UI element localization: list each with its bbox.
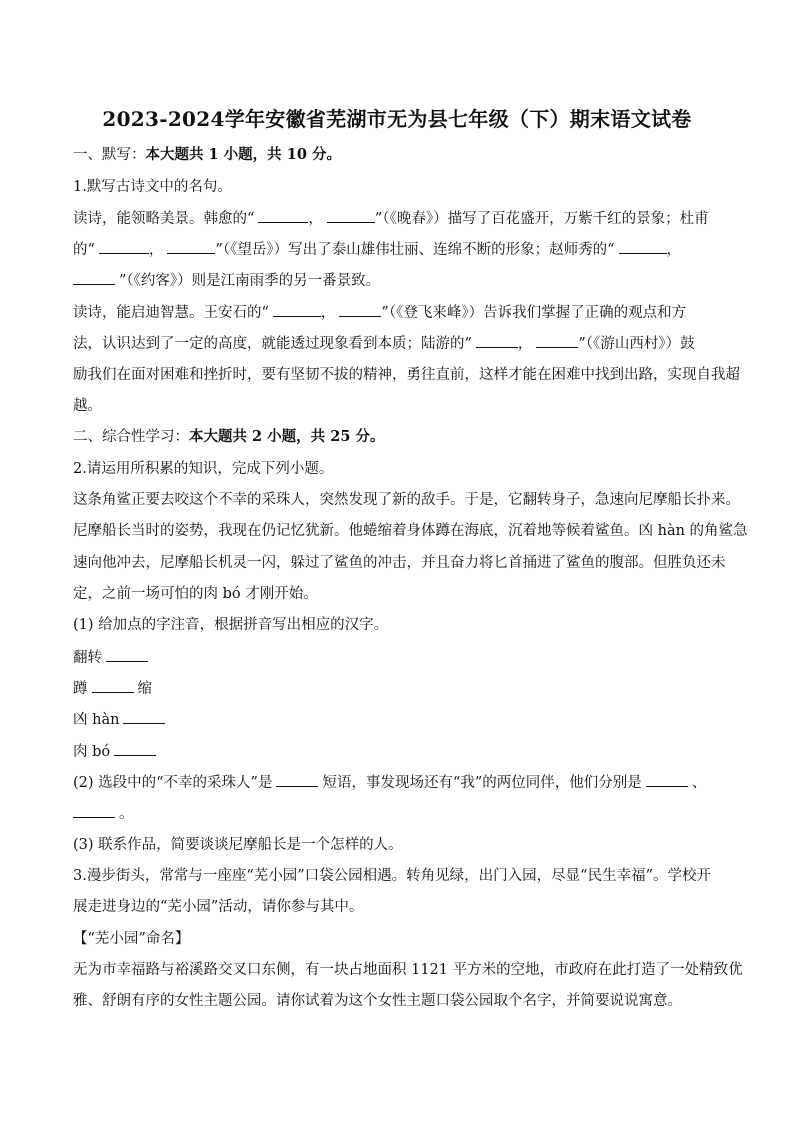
answer-blank[interactable] xyxy=(476,333,518,348)
pinyin-item-3 xyxy=(73,709,723,730)
answer-blank[interactable] xyxy=(123,709,165,724)
answer-blank[interactable] xyxy=(619,239,667,254)
text: 的“ xyxy=(73,242,95,258)
item-label: 蹲 xyxy=(73,681,88,697)
answer-blank[interactable] xyxy=(92,678,134,693)
q1-line-4 xyxy=(73,302,723,323)
text: 法，认识达到了一定的高度，就能透过现象看到本质；陆游的“ xyxy=(73,336,472,352)
text: ”（《晚春》）描写了百花盛开，万紫千红的景象；杜甫 xyxy=(374,211,709,227)
passage-line-4: 定，之前一场可怕的肉 bó 才刚开始。 xyxy=(73,586,318,602)
answer-blank[interactable] xyxy=(536,333,578,348)
text: ， xyxy=(666,242,681,258)
answer-blank[interactable] xyxy=(99,239,149,254)
item-label: 缩 xyxy=(137,681,152,697)
answer-blank[interactable] xyxy=(106,647,148,662)
passage-line-3: 速向他冲去，尼摩船长机灵一闪，躲过了鲨鱼的冲击，并且奋力将匕首捅进了鲨鱼的腹部。但胜负还未 xyxy=(73,555,726,571)
item-label: 肉 bó xyxy=(73,744,111,760)
question2-prompt: 2.请运用所积累的知识，完成下列小题。 xyxy=(73,461,334,477)
passage-line-1: 这条角鲨正要去咬这个不幸的采珠人，突然发现了新的敌手。于是，它翻转身子，急速向尼摩船长扑来。 xyxy=(73,492,740,508)
q1-line-1 xyxy=(73,208,723,229)
passage-line-2: 尼摩船长当时的姿势，我现在仍记忆犹新。他蜷缩着身体蹲在海底，沉着地等候着鲨鱼。凶 hàn 的角鲨急 xyxy=(73,523,748,539)
text: 读诗，能领略美景。韩愈的“ xyxy=(73,211,255,227)
sub-question-2-cont xyxy=(73,803,723,824)
q1-line-5 xyxy=(73,333,723,354)
item-label: 凶 hàn xyxy=(73,712,120,728)
answer-blank[interactable] xyxy=(276,772,318,787)
sub-question-1: (1) 给加点的字注音，根据拼音写出相应的汉字。 xyxy=(73,617,389,633)
answer-blank[interactable] xyxy=(73,270,115,285)
question1-prompt: 1.默写古诗文中的名句。 xyxy=(73,179,232,195)
item-label: 翻转 xyxy=(73,650,102,666)
text: 短语，事发现场还有“我”的两位同伴，他们分别是 xyxy=(322,775,642,791)
section2-heading xyxy=(73,427,723,447)
text: ， xyxy=(320,305,336,321)
text: ”（《游山西村》）鼓 xyxy=(578,336,695,352)
answer-blank[interactable] xyxy=(327,208,375,223)
pinyin-item-2 xyxy=(73,678,723,699)
question3-line-1: 3.漫步街头，常常与一座座“芜小园”口袋公园相遇。转角见绿，出门入园，尽显“民生幸福”。学校开 xyxy=(73,868,711,884)
text: ， xyxy=(148,242,164,258)
answer-blank[interactable] xyxy=(167,239,215,254)
sub-question-3: (3) 联系作品，简要谈谈尼摩船长是一个怎样的人。 xyxy=(73,837,403,853)
text: (2) 选段中的“不幸的采珠人”是 xyxy=(73,775,273,791)
text: 。 xyxy=(119,806,134,822)
text: ， xyxy=(308,211,323,227)
section1-heading xyxy=(73,145,723,165)
pinyin-item-4 xyxy=(73,741,723,762)
text: ”（《约客》）则是江南雨季的另一番景致。 xyxy=(119,273,381,289)
answer-blank[interactable] xyxy=(339,302,381,317)
text: ”（《登飞来峰》）告诉我们掌握了正确的观点和方 xyxy=(381,305,687,321)
question3-line-4: 雅、舒朗有序的女性主题公园。请你试着为这个女性主题口袋公园取个名字，并简要说说寓意。 xyxy=(73,993,682,1009)
answer-blank[interactable] xyxy=(273,302,321,317)
answer-blank[interactable] xyxy=(73,803,115,818)
section1-heading-desc: 本大题共 1 小题，共 10 分。 xyxy=(145,146,341,163)
question3-tag: 【“芜小园”命名】 xyxy=(73,931,190,947)
sub-question-2 xyxy=(73,772,723,793)
text: ， xyxy=(517,336,533,352)
page-title: 2023-2024学年安徽省芜湖市无为县七年级（下）期末语文试卷 xyxy=(102,107,692,131)
question3-line-2: 展走进身边的“芜小园”活动，请你参与其中。 xyxy=(73,899,364,915)
section1-heading-number: 一、默写： xyxy=(73,147,146,163)
answer-blank[interactable] xyxy=(258,208,308,223)
q1-line-7: 越。 xyxy=(73,398,102,414)
question3-line-3: 无为市幸福路与裕溪路交叉口东侧，有一块占地面积 1121 平方米的空地，市政府在此打造了一处精致优 xyxy=(73,962,743,978)
section2-heading-number: 二、综合性学习： xyxy=(73,429,189,445)
section2-heading-desc: 本大题共 2 小题，共 25 分。 xyxy=(189,428,385,445)
pinyin-item-1 xyxy=(73,647,723,668)
text: 读诗，能启迪智慧。王安石的“ xyxy=(73,305,269,321)
q1-line-6: 励我们在面对困难和挫折时，要有坚韧不拔的精神，勇往直前，这样才能在困难中找到出路，实现自我超 xyxy=(73,367,740,383)
answer-blank[interactable] xyxy=(646,772,688,787)
text: ”（《望岳》）写出了泰山雄伟壮丽、连绵不断的形象；赵师秀的“ xyxy=(215,242,615,258)
text: 、 xyxy=(691,775,707,791)
q1-line-2 xyxy=(73,239,723,260)
q1-line-3 xyxy=(73,270,723,291)
answer-blank[interactable] xyxy=(114,741,156,756)
